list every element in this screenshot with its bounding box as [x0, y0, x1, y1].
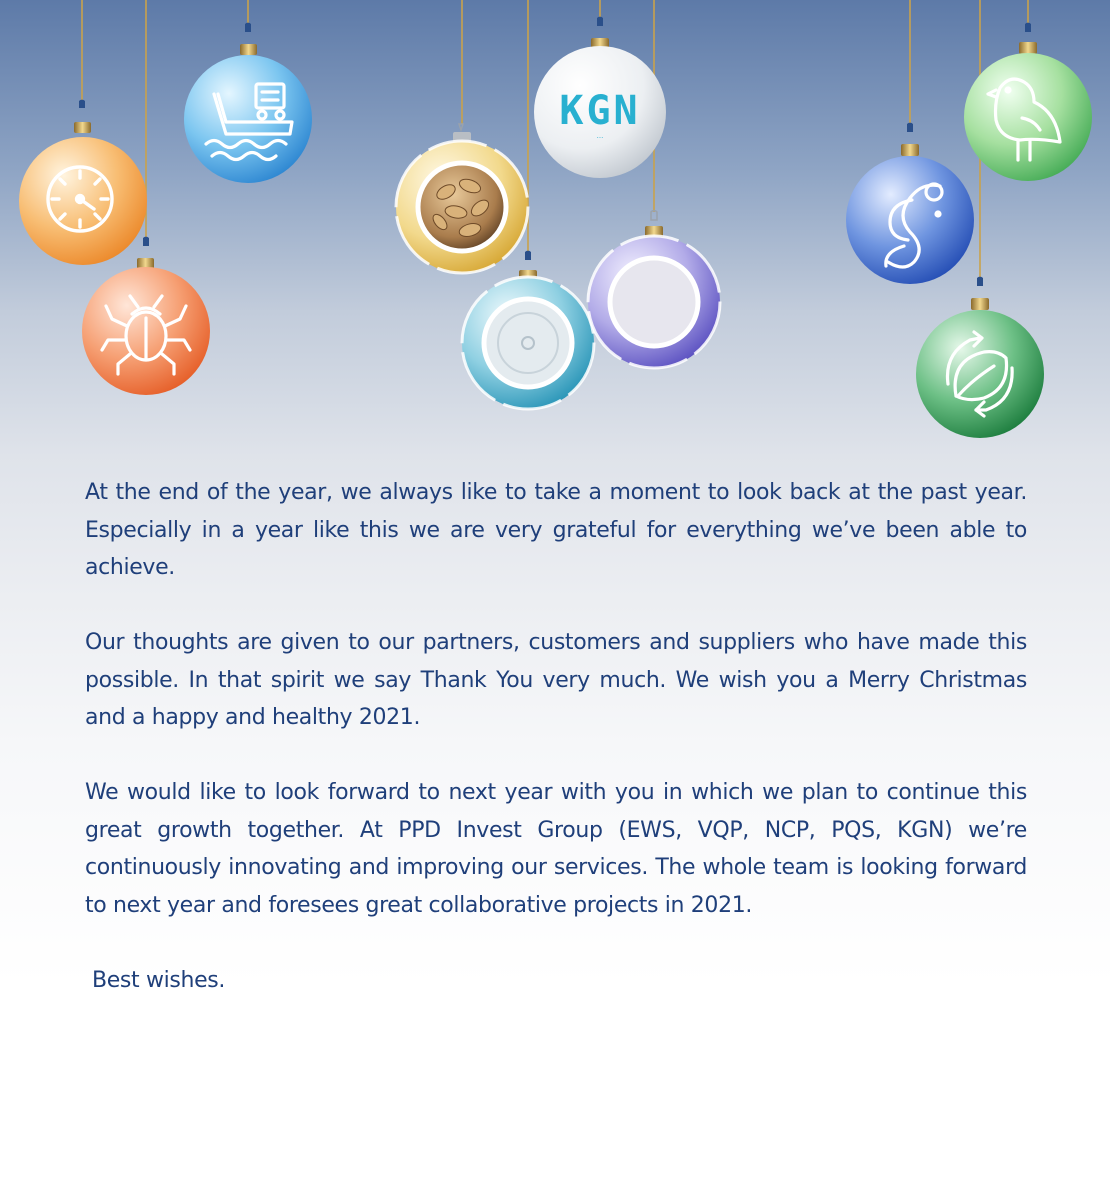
ornament-plate — [462, 251, 594, 409]
letter-closing: Best wishes. — [92, 967, 226, 993]
letter-body — [85, 474, 1027, 999]
ornament-ring — [588, 211, 720, 368]
ornament-rat — [846, 123, 974, 284]
kgn-logo — [559, 88, 640, 140]
letter-paragraph-1: At the end of the year, we always like to take a moment to look back at the past year. Especially in a year like this we are very grateful for everything we’ve been able to achieve. — [85, 480, 1027, 580]
ornament-recycle — [916, 277, 1044, 438]
letter-paragraph-3: We would like to look forward to next year with you in which we plan to continue this great growth together. At PPD Invest Group (EWS, VQP, NCP, PQS, KGN) we’re continuously innovating and improving our services. The whole team is looking forward to next year and foresees great collaborative projects in 2021. — [85, 780, 1027, 918]
ornament-cargo-ship — [184, 23, 312, 183]
ring-icon — [610, 258, 698, 346]
kgn-logo-tagline: ... — [596, 132, 604, 140]
letter-paragraph-2: Our thoughts are given to our partners, customers and suppliers who have made this possible. In that spirit we say Thank You very much. We wish you a Merry Christmas and a happy and healthy 2021. — [85, 630, 1027, 730]
ornament-nuts — [396, 124, 528, 273]
kgn-logo-text: KGN — [559, 88, 641, 134]
ornament-bird — [964, 23, 1092, 181]
ornament-brand — [534, 17, 666, 178]
ornament-gauge — [19, 100, 147, 265]
plate-icon — [484, 299, 572, 387]
gauge-icon — [48, 167, 112, 231]
ornament-decoration — [0, 0, 1110, 460]
